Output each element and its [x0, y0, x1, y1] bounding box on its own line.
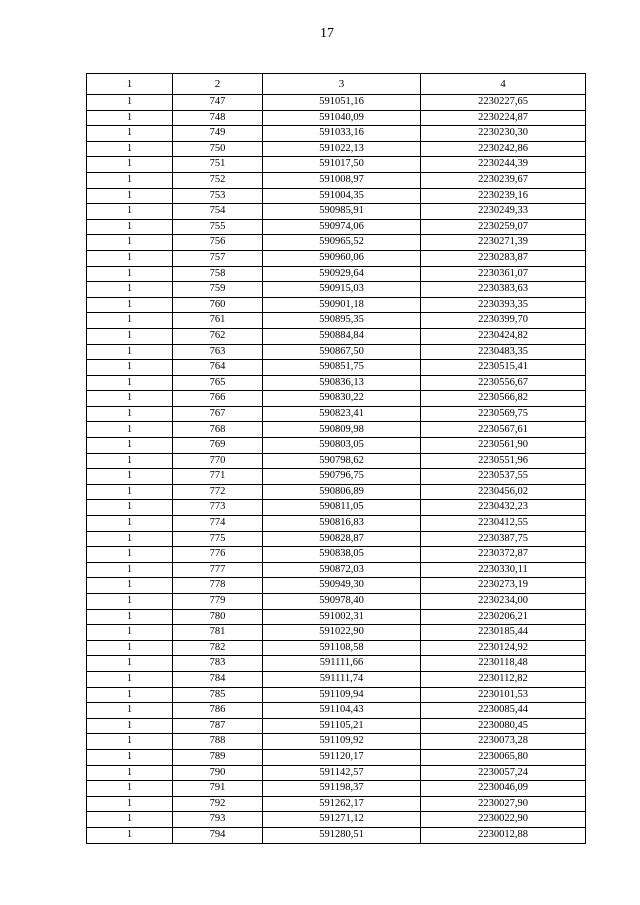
table-row: [87, 250, 586, 266]
cell-zone: 1: [87, 469, 173, 485]
cell-point-number: 770: [173, 453, 263, 469]
cell-y-coordinate: 2230012,88: [421, 827, 586, 843]
table-row: [87, 796, 586, 812]
table-row: [87, 827, 586, 843]
cell-zone: 1: [87, 375, 173, 391]
cell-zone: 1: [87, 126, 173, 142]
table-row: [87, 313, 586, 329]
cell-x-coordinate: 590901,18: [263, 297, 421, 313]
cell-x-coordinate: 590816,83: [263, 516, 421, 532]
cell-point-number: 765: [173, 375, 263, 391]
table-row: [87, 360, 586, 376]
cell-zone: 1: [87, 578, 173, 594]
table-row: [87, 453, 586, 469]
cell-zone: 1: [87, 625, 173, 641]
cell-y-coordinate: 2230273,19: [421, 578, 586, 594]
cell-x-coordinate: 591108,58: [263, 640, 421, 656]
table-row: [87, 375, 586, 391]
cell-x-coordinate: 591280,51: [263, 827, 421, 843]
table-row: [87, 765, 586, 781]
table-row: [87, 516, 586, 532]
cell-point-number: 787: [173, 718, 263, 734]
table-row: [87, 172, 586, 188]
cell-x-coordinate: 591022,13: [263, 141, 421, 157]
cell-y-coordinate: 2230551,96: [421, 453, 586, 469]
cell-zone: 1: [87, 718, 173, 734]
cell-point-number: 748: [173, 110, 263, 126]
cell-x-coordinate: 590796,75: [263, 469, 421, 485]
cell-x-coordinate: 590965,52: [263, 235, 421, 251]
cell-x-coordinate: 590836,13: [263, 375, 421, 391]
cell-y-coordinate: 2230057,24: [421, 765, 586, 781]
cell-point-number: 793: [173, 812, 263, 828]
cell-x-coordinate: 590798,62: [263, 453, 421, 469]
cell-zone: 1: [87, 812, 173, 828]
cell-y-coordinate: 2230515,41: [421, 360, 586, 376]
table-row: [87, 734, 586, 750]
cell-zone: 1: [87, 297, 173, 313]
cell-point-number: 769: [173, 438, 263, 454]
cell-y-coordinate: 2230372,87: [421, 547, 586, 563]
cell-x-coordinate: 591109,94: [263, 687, 421, 703]
table-row: [87, 687, 586, 703]
cell-x-coordinate: 591104,43: [263, 703, 421, 719]
cell-zone: 1: [87, 406, 173, 422]
column-header-2: 2: [173, 74, 263, 95]
cell-point-number: 788: [173, 734, 263, 750]
cell-y-coordinate: 2230283,87: [421, 250, 586, 266]
cell-point-number: 775: [173, 531, 263, 547]
cell-x-coordinate: 590929,64: [263, 266, 421, 282]
cell-zone: 1: [87, 328, 173, 344]
cell-zone: 1: [87, 266, 173, 282]
column-header-1: 1: [87, 74, 173, 95]
cell-x-coordinate: 590806,89: [263, 484, 421, 500]
cell-zone: 1: [87, 531, 173, 547]
cell-y-coordinate: 2230118,48: [421, 656, 586, 672]
cell-x-coordinate: 590884,84: [263, 328, 421, 344]
cell-point-number: 771: [173, 469, 263, 485]
cell-point-number: 768: [173, 422, 263, 438]
cell-zone: 1: [87, 687, 173, 703]
cell-y-coordinate: 2230185,44: [421, 625, 586, 641]
page-number: 17: [320, 26, 334, 41]
cell-y-coordinate: 2230456,02: [421, 484, 586, 500]
cell-point-number: 755: [173, 219, 263, 235]
table-row: [87, 391, 586, 407]
cell-x-coordinate: 591271,12: [263, 812, 421, 828]
cell-point-number: 750: [173, 141, 263, 157]
table-row: [87, 406, 586, 422]
cell-zone: 1: [87, 95, 173, 111]
cell-y-coordinate: 2230361,07: [421, 266, 586, 282]
table-row: [87, 328, 586, 344]
cell-zone: 1: [87, 172, 173, 188]
cell-x-coordinate: 590823,41: [263, 406, 421, 422]
cell-zone: 1: [87, 422, 173, 438]
cell-y-coordinate: 2230022,90: [421, 812, 586, 828]
table-row: [87, 500, 586, 516]
cell-point-number: 782: [173, 640, 263, 656]
cell-y-coordinate: 2230101,53: [421, 687, 586, 703]
table-row: [87, 438, 586, 454]
cell-y-coordinate: 2230424,82: [421, 328, 586, 344]
cell-y-coordinate: 2230537,55: [421, 469, 586, 485]
cell-point-number: 792: [173, 796, 263, 812]
cell-zone: 1: [87, 484, 173, 500]
cell-x-coordinate: 591004,35: [263, 188, 421, 204]
table-row: [87, 344, 586, 360]
cell-x-coordinate: 591051,16: [263, 95, 421, 111]
table-row: [87, 469, 586, 485]
cell-point-number: 762: [173, 328, 263, 344]
cell-y-coordinate: 2230393,35: [421, 297, 586, 313]
cell-point-number: 753: [173, 188, 263, 204]
cell-zone: 1: [87, 594, 173, 610]
table-row: [87, 95, 586, 111]
table-row: [87, 126, 586, 142]
cell-y-coordinate: 2230080,45: [421, 718, 586, 734]
cell-zone: 1: [87, 235, 173, 251]
table-row: [87, 594, 586, 610]
cell-zone: 1: [87, 313, 173, 329]
cell-point-number: 772: [173, 484, 263, 500]
cell-point-number: 773: [173, 500, 263, 516]
cell-point-number: 781: [173, 625, 263, 641]
table-row: [87, 157, 586, 173]
cell-y-coordinate: 2230249,33: [421, 204, 586, 220]
cell-x-coordinate: 591017,50: [263, 157, 421, 173]
cell-y-coordinate: 2230073,28: [421, 734, 586, 750]
cell-y-coordinate: 2230412,55: [421, 516, 586, 532]
table-row: [87, 141, 586, 157]
cell-y-coordinate: 2230561,90: [421, 438, 586, 454]
table-row: [87, 219, 586, 235]
cell-y-coordinate: 2230556,67: [421, 375, 586, 391]
cell-x-coordinate: 590809,98: [263, 422, 421, 438]
cell-x-coordinate: 591040,09: [263, 110, 421, 126]
cell-x-coordinate: 591142,57: [263, 765, 421, 781]
cell-point-number: 761: [173, 313, 263, 329]
cell-y-coordinate: 2230383,63: [421, 282, 586, 298]
cell-x-coordinate: 590830,22: [263, 391, 421, 407]
cell-x-coordinate: 590803,05: [263, 438, 421, 454]
table-row: [87, 188, 586, 204]
cell-y-coordinate: 2230271,39: [421, 235, 586, 251]
table-row: [87, 266, 586, 282]
cell-point-number: 780: [173, 609, 263, 625]
cell-y-coordinate: 2230399,70: [421, 313, 586, 329]
coordinates-table: [86, 73, 586, 844]
cell-x-coordinate: 591198,37: [263, 781, 421, 797]
cell-point-number: 777: [173, 562, 263, 578]
cell-point-number: 747: [173, 95, 263, 111]
cell-zone: 1: [87, 547, 173, 563]
cell-zone: 1: [87, 453, 173, 469]
cell-point-number: 763: [173, 344, 263, 360]
cell-y-coordinate: 2230027,90: [421, 796, 586, 812]
cell-y-coordinate: 2230242,86: [421, 141, 586, 157]
column-header-4: 4: [421, 74, 586, 95]
table-row: [87, 531, 586, 547]
cell-point-number: 786: [173, 703, 263, 719]
cell-y-coordinate: 2230085,44: [421, 703, 586, 719]
table-row: [87, 609, 586, 625]
cell-point-number: 789: [173, 749, 263, 765]
table-body: [87, 95, 586, 844]
cell-zone: 1: [87, 188, 173, 204]
cell-x-coordinate: 590828,87: [263, 531, 421, 547]
table-row: [87, 703, 586, 719]
table-row: [87, 547, 586, 563]
cell-x-coordinate: 590974,06: [263, 219, 421, 235]
cell-x-coordinate: 590985,91: [263, 204, 421, 220]
table-row: [87, 235, 586, 251]
cell-zone: 1: [87, 734, 173, 750]
cell-zone: 1: [87, 609, 173, 625]
cell-point-number: 790: [173, 765, 263, 781]
cell-point-number: 752: [173, 172, 263, 188]
cell-x-coordinate: 590960,06: [263, 250, 421, 266]
cell-zone: 1: [87, 157, 173, 173]
cell-x-coordinate: 590811,05: [263, 500, 421, 516]
table-row: [87, 812, 586, 828]
cell-zone: 1: [87, 500, 173, 516]
table-row: [87, 204, 586, 220]
cell-zone: 1: [87, 204, 173, 220]
cell-y-coordinate: 2230566,82: [421, 391, 586, 407]
cell-y-coordinate: 2230330,11: [421, 562, 586, 578]
cell-x-coordinate: 590949,30: [263, 578, 421, 594]
cell-point-number: 779: [173, 594, 263, 610]
cell-x-coordinate: 591022,90: [263, 625, 421, 641]
cell-x-coordinate: 591120,17: [263, 749, 421, 765]
cell-point-number: 784: [173, 671, 263, 687]
cell-point-number: 774: [173, 516, 263, 532]
column-header-3: 3: [263, 74, 421, 95]
cell-x-coordinate: 590978,40: [263, 594, 421, 610]
cell-x-coordinate: 590872,03: [263, 562, 421, 578]
cell-point-number: 756: [173, 235, 263, 251]
cell-x-coordinate: 590895,35: [263, 313, 421, 329]
table-row: [87, 625, 586, 641]
cell-y-coordinate: 2230124,92: [421, 640, 586, 656]
cell-x-coordinate: 591002,31: [263, 609, 421, 625]
cell-y-coordinate: 2230234,00: [421, 594, 586, 610]
cell-x-coordinate: 591109,92: [263, 734, 421, 750]
table-row: [87, 656, 586, 672]
table-row: [87, 718, 586, 734]
cell-point-number: 767: [173, 406, 263, 422]
cell-zone: 1: [87, 827, 173, 843]
cell-x-coordinate: 591111,66: [263, 656, 421, 672]
cell-y-coordinate: 2230483,35: [421, 344, 586, 360]
cell-y-coordinate: 2230206,21: [421, 609, 586, 625]
cell-x-coordinate: 591033,16: [263, 126, 421, 142]
cell-x-coordinate: 590851,75: [263, 360, 421, 376]
cell-x-coordinate: 590915,03: [263, 282, 421, 298]
cell-y-coordinate: 2230259,07: [421, 219, 586, 235]
table-row: [87, 671, 586, 687]
cell-zone: 1: [87, 516, 173, 532]
cell-zone: 1: [87, 360, 173, 376]
cell-y-coordinate: 2230065,80: [421, 749, 586, 765]
cell-zone: 1: [87, 781, 173, 797]
cell-y-coordinate: 2230239,16: [421, 188, 586, 204]
cell-point-number: 766: [173, 391, 263, 407]
table-row: [87, 282, 586, 298]
table-row: [87, 562, 586, 578]
cell-zone: 1: [87, 640, 173, 656]
table-row: [87, 297, 586, 313]
cell-point-number: 783: [173, 656, 263, 672]
cell-x-coordinate: 591008,97: [263, 172, 421, 188]
cell-point-number: 757: [173, 250, 263, 266]
cell-point-number: 754: [173, 204, 263, 220]
cell-point-number: 760: [173, 297, 263, 313]
cell-point-number: 751: [173, 157, 263, 173]
cell-y-coordinate: 2230112,82: [421, 671, 586, 687]
cell-point-number: 778: [173, 578, 263, 594]
table-row: [87, 578, 586, 594]
cell-zone: 1: [87, 141, 173, 157]
cell-zone: 1: [87, 796, 173, 812]
cell-zone: 1: [87, 250, 173, 266]
cell-point-number: 791: [173, 781, 263, 797]
cell-zone: 1: [87, 671, 173, 687]
cell-point-number: 759: [173, 282, 263, 298]
cell-zone: 1: [87, 391, 173, 407]
cell-zone: 1: [87, 344, 173, 360]
cell-x-coordinate: 591262,17: [263, 796, 421, 812]
cell-zone: 1: [87, 438, 173, 454]
cell-y-coordinate: 2230230,30: [421, 126, 586, 142]
cell-zone: 1: [87, 282, 173, 298]
cell-point-number: 794: [173, 827, 263, 843]
cell-y-coordinate: 2230227,65: [421, 95, 586, 111]
cell-zone: 1: [87, 703, 173, 719]
cell-point-number: 764: [173, 360, 263, 376]
cell-y-coordinate: 2230432,23: [421, 500, 586, 516]
table-row: [87, 422, 586, 438]
table-row: [87, 749, 586, 765]
table-row: [87, 484, 586, 500]
cell-y-coordinate: 2230239,67: [421, 172, 586, 188]
cell-x-coordinate: 590867,50: [263, 344, 421, 360]
cell-x-coordinate: 590838,05: [263, 547, 421, 563]
cell-y-coordinate: 2230387,75: [421, 531, 586, 547]
table-row: [87, 781, 586, 797]
cell-y-coordinate: 2230046,09: [421, 781, 586, 797]
cell-point-number: 758: [173, 266, 263, 282]
cell-point-number: 776: [173, 547, 263, 563]
table-header-row: [87, 74, 586, 95]
table-row: [87, 640, 586, 656]
cell-x-coordinate: 591111,74: [263, 671, 421, 687]
cell-y-coordinate: 2230569,75: [421, 406, 586, 422]
cell-zone: 1: [87, 562, 173, 578]
cell-y-coordinate: 2230244,39: [421, 157, 586, 173]
cell-point-number: 749: [173, 126, 263, 142]
cell-x-coordinate: 591105,21: [263, 718, 421, 734]
cell-zone: 1: [87, 765, 173, 781]
cell-zone: 1: [87, 219, 173, 235]
cell-zone: 1: [87, 656, 173, 672]
cell-zone: 1: [87, 749, 173, 765]
cell-zone: 1: [87, 110, 173, 126]
cell-y-coordinate: 2230224,87: [421, 110, 586, 126]
table-row: [87, 110, 586, 126]
cell-y-coordinate: 2230567,61: [421, 422, 586, 438]
cell-point-number: 785: [173, 687, 263, 703]
